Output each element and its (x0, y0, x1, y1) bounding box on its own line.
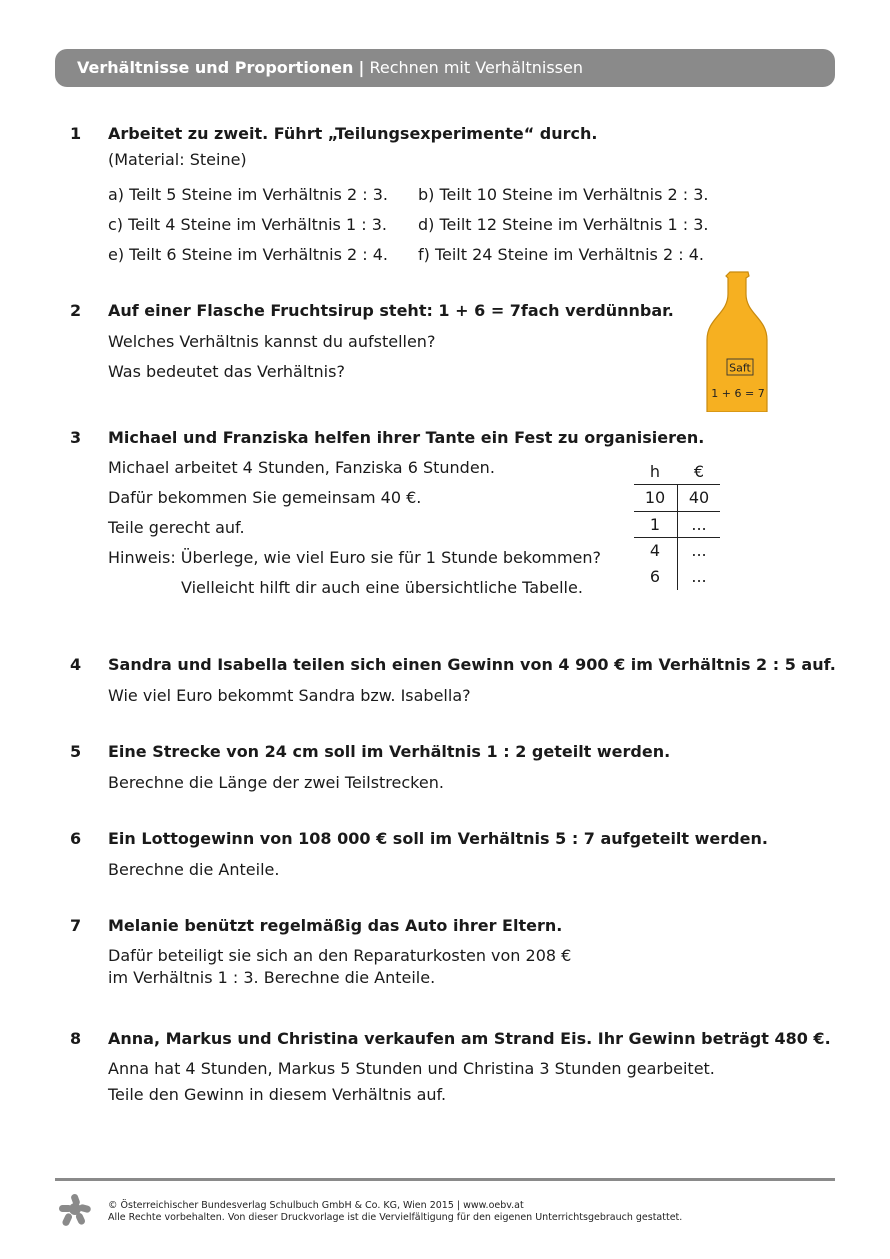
task8-line-2: Teile den Gewinn in diesem Verhältnis auf. (108, 1085, 447, 1104)
task1-item-c: c) Teilt 4 Steine im Verhältnis 1 : 3. (108, 215, 387, 234)
task1-item-d: d) Teilt 12 Steine im Verhältnis 1 : 3. (418, 215, 709, 234)
table-cell: 6 (649, 567, 661, 586)
header-subtopic: Rechnen mit Verhältnissen (369, 58, 583, 77)
table-cell: ... (691, 567, 707, 586)
table-cell: ... (691, 515, 707, 534)
task1-item-b: b) Teilt 10 Steine im Verhältnis 2 : 3. (418, 185, 709, 204)
table-cell: 4 (649, 541, 661, 560)
task1-item-e: e) Teilt 6 Steine im Verhältnis 2 : 4. (108, 245, 389, 264)
task1-item-f: f) Teilt 24 Steine im Verhältnis 2 : 4. (418, 245, 704, 264)
bottle-formula: 1 + 6 = 7 (711, 387, 765, 400)
task3-hint: Hinweis: Überlege, wie viel Euro sie für 1 Stunde bekommen? (108, 548, 601, 567)
syrup-bottle-illustration (705, 270, 769, 412)
task8-line-1: Anna hat 4 Stunden, Markus 5 Stunden und Christina 3 Stunden gearbeitet. (108, 1059, 715, 1078)
task2-number: 2 (70, 301, 82, 320)
bottle-label: Saft (729, 361, 751, 375)
task3-hint-2: Vielleicht hilft dir auch eine übersichtliche Tabelle. (181, 578, 583, 597)
table-column-divider (677, 484, 678, 590)
task5-title: Eine Strecke von 24 cm soll im Verhältnis 1 : 2 geteilt werden. (108, 742, 671, 761)
task1-material: (Material: Steine) (108, 150, 247, 169)
task6-title: Ein Lottogewinn von 108 000 € soll im Verhältnis 5 : 7 aufgeteilt werden. (108, 829, 768, 848)
task3-number: 3 (70, 428, 82, 447)
task8-number: 8 (70, 1029, 82, 1048)
task7-line-1: Dafür beteiligt sie sich an den Reparaturkosten von 208 € (108, 946, 572, 965)
header-topic: Verhältnisse und Proportionen (77, 58, 354, 77)
task7-number: 7 (70, 916, 82, 935)
task2-title: Auf einer Flasche Fruchtsirup steht: 1 + 6 = 7fach verdünnbar. (108, 301, 674, 320)
task3-line-1: Michael arbeitet 4 Stunden, Fanziska 6 Stunden. (108, 458, 495, 477)
table-cell: 10 (644, 488, 666, 507)
table-cell: ... (691, 541, 707, 560)
task7-title: Melanie benützt regelmäßig das Auto ihrer Eltern. (108, 916, 563, 935)
publisher-logo-icon (58, 1193, 92, 1227)
task6-number: 6 (70, 829, 82, 848)
task2-line-2: Was bedeutet das Verhältnis? (108, 362, 345, 381)
task7-line-2: im Verhältnis 1 : 3. Berechne die Anteile. (108, 968, 436, 987)
task2-line-1: Welches Verhältnis kannst du aufstellen? (108, 332, 436, 351)
task4-title: Sandra und Isabella teilen sich einen Gewinn von 4 900 € im Verhältnis 2 : 5 auf. (108, 655, 836, 674)
footer-copyright: © Österreichischer Bundesverlag Schulbuch GmbH & Co. KG, Wien 2015 | www.oebv.at (108, 1200, 524, 1211)
table-cell: 40 (688, 488, 710, 507)
task8-title: Anna, Markus und Christina verkaufen am Strand Eis. Ihr Gewinn beträgt 480 €. (108, 1029, 831, 1048)
task4-line-1: Wie viel Euro bekommt Sandra bzw. Isabella? (108, 686, 471, 705)
table-header-hours: h (649, 462, 661, 481)
task3-line-2: Dafür bekommen Sie gemeinsam 40 €. (108, 488, 422, 507)
task6-line-1: Berechne die Anteile. (108, 860, 280, 879)
task1-title: Arbeitet zu zweit. Führt „Teilungsexperimente“ durch. (108, 124, 598, 143)
task3-title: Michael und Franziska helfen ihrer Tante ein Fest zu organisieren. (108, 428, 705, 447)
table-cell: 1 (649, 515, 661, 534)
task4-number: 4 (70, 655, 82, 674)
header-bar (55, 49, 835, 87)
task5-line-1: Berechne die Länge der zwei Teilstrecken. (108, 773, 444, 792)
task3-table (634, 460, 720, 592)
task3-line-3: Teile gerecht auf. (108, 518, 245, 537)
task1-item-a: a) Teilt 5 Steine im Verhältnis 2 : 3. (108, 185, 388, 204)
footer-rights: Alle Rechte vorbehalten. Von dieser Druckvorlage ist die Vervielfältigung für den eigenen Unterrichtsgebrauch gestattet. (108, 1212, 683, 1223)
task5-number: 5 (70, 742, 82, 761)
header-separator: | (358, 58, 365, 77)
table-header-euro: € (693, 462, 705, 481)
footer-divider (55, 1178, 835, 1181)
task1-number: 1 (70, 124, 82, 143)
